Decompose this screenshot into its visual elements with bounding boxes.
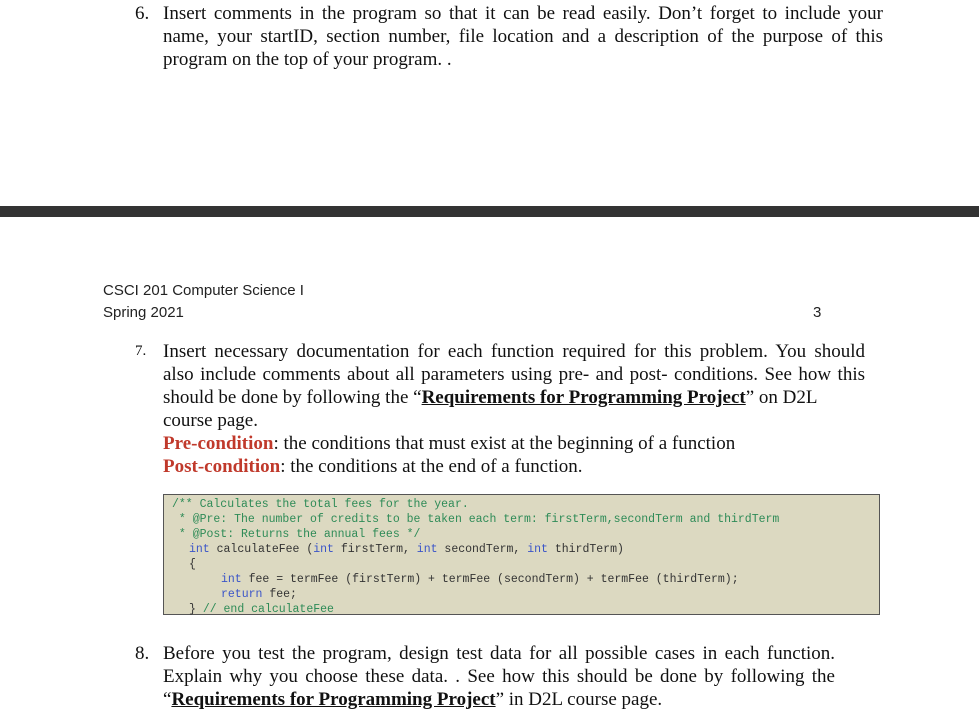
item-7-line-1: Insert necessary documentation for each function required for this problem. You should xyxy=(163,341,865,362)
item-7-line-3 xyxy=(163,386,865,409)
header-course: CSCI 201 Computer Science I xyxy=(103,282,304,299)
pre-condition-line xyxy=(163,432,865,455)
page-number: 3 xyxy=(813,304,822,321)
pre-condition-label: Pre-condition xyxy=(163,433,274,454)
item-7-line-2: also include comments about all parameters using pre- and post- conditions. See how this xyxy=(163,364,865,385)
code-line-4: int calculateFee (int firstTerm, int secondTerm, int thirdTerm) xyxy=(189,543,624,556)
item-6-line-2: name, your startID, section number, file location and a description of the purpose of this xyxy=(163,26,883,47)
code-line-1: /** Calculates the total fees for the year. xyxy=(172,498,469,511)
item-8-line-1: Before you test the program, design test data for all possible cases in each function. xyxy=(163,643,835,664)
code-line-3: * @Post: Returns the annual fees */ xyxy=(172,528,421,541)
item-7-line-3-end: ” on D2L xyxy=(745,387,818,408)
item-7-line-3-text: should be done by following the “ xyxy=(163,387,422,408)
code-line-7: return fee; xyxy=(221,588,297,601)
code-block xyxy=(163,494,880,615)
item-6-line-3: program on the top of your program. . xyxy=(163,49,452,70)
code-line-2: * @Pre: The number of credits to be taken each term: firstTerm,secondTerm and thirdTerm xyxy=(172,513,780,526)
pre-condition-text: : the conditions that must exist at the beginning of a function xyxy=(273,433,736,454)
post-condition-label: Post-condition xyxy=(163,456,281,477)
header-term: Spring 2021 xyxy=(103,304,184,321)
page-separator xyxy=(0,206,979,217)
item-8-line-3: “Requirements for Programming Project” in D2L course page. xyxy=(163,689,663,710)
item-number: 7. xyxy=(135,343,147,359)
item-6-line-1: Insert comments in the program so that it can be read easily. Don’t forget to include your xyxy=(163,3,883,24)
code-line-5: { xyxy=(189,558,196,571)
item-8-line-2: Explain why you choose these data. . See how this should be done by following the xyxy=(163,666,835,687)
item-7-line-4: course page. xyxy=(163,410,258,431)
post-condition-text: : the conditions at the end of a function. xyxy=(280,456,583,477)
requirements-link[interactable]: Requirements for Programming Project xyxy=(421,387,746,408)
item-number: 8. xyxy=(135,643,150,664)
requirements-link[interactable]: Requirements for Programming Project xyxy=(171,689,496,710)
code-line-6: int fee = termFee (firstTerm) + termFee (secondTerm) + termFee (thirdTerm); xyxy=(221,573,739,586)
item-number: 6. xyxy=(135,3,150,24)
code-line-8: } // end calculateFee xyxy=(189,603,334,616)
post-condition-line xyxy=(163,455,865,478)
